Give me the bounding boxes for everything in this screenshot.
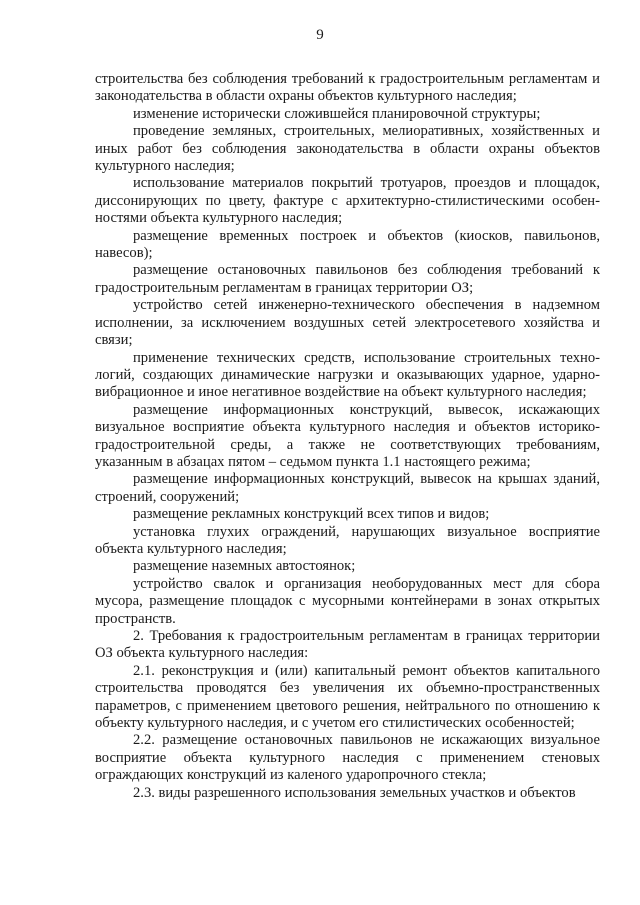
paragraph: изменение исторически сложившейся планировочной структуры; [133,105,541,122]
paragraph: применение технических средств, использование строительных технологий, создающих динамические нагрузки и оказывающих ударное, ударно-вибрационное и иное негативное воздействие на объект культурного наследия; [95,349,600,401]
document-body [95,71,600,802]
paragraph: размещение информационных конструкций, вывесок на крышах зданий, строений, сооружений; [95,471,600,505]
paragraph: размещение временных построек и объектов (киосков, павильонов, навесов); [95,227,600,262]
paragraph-continuation: строительства без соблюдения требований к градостроительным регламентам и законодательства в области охраны объектов культурного наследия; [95,71,600,105]
paragraph: устройство сетей инженерно-технического обеспечения в надземном исполнении, за исключением воздушных сетей электросетевого хозяйства и связи; [95,297,600,349]
paragraph: использование материалов покрытий тротуаров, проездов и площадок, диссонирующих по цвету, фактуре с архитектурно-стилистическими особенностями объекта культурного наследия; [95,175,600,227]
paragraph: 2.1. реконструкция и (или) капитальный ремонт объектов капитального строительства проводятся без увеличения их объемно-пространственных параметров, с применением цветового решения, нейтрального по отношению к объекту культурного наследия, и с учетом его стилистических особенностей; [95,662,600,732]
paragraph: 2.2. размещение остановочных павильонов не искажающих визуальное восприятие объекта культурного наследия с применением стеновых ограждающих конструкций из каленого ударопрочного стекла; [95,732,600,784]
paragraph: размещение остановочных павильонов без соблюдения требований к градостроительным регламентам в границах территории ОЗ; [95,262,600,296]
section-heading-paragraph: 2. Требования к градостроительным регламентам в границах территории ОЗ объекта культурного наследия: [95,628,600,662]
paragraph: проведение земляных, строительных, мелиоративных, хозяйственных и иных работ без соблюдения законодательства в области охраны объектов культурного наследия; [95,123,600,175]
paragraph: устройство свалок и организация необорудованных мест для сбора мусора, размещение площадок с мусорными контейнерами в зонах открытых пространств. [95,575,600,627]
paragraph: 2.3. виды разрешенного использования земельных участков и объектов [133,784,576,801]
paragraph: размещение рекламных конструкций всех типов и видов; [133,506,490,523]
paragraph: размещение информационных конструкций, вывесок, искажающих визуальное восприятие объекта культурного наследия и объектов историко-градостроительной среды, а также не соответствующих требованиям, указанным в абзацах пятом – седьмом пункта 1.1 настоящего режима; [95,401,600,470]
paragraph: размещение наземных автостоянок; [133,558,356,575]
paragraph: установка глухих ограждений, нарушающих визуальное восприятие объекта культурного наследия; [95,523,600,557]
page-number: 9 [316,27,324,43]
